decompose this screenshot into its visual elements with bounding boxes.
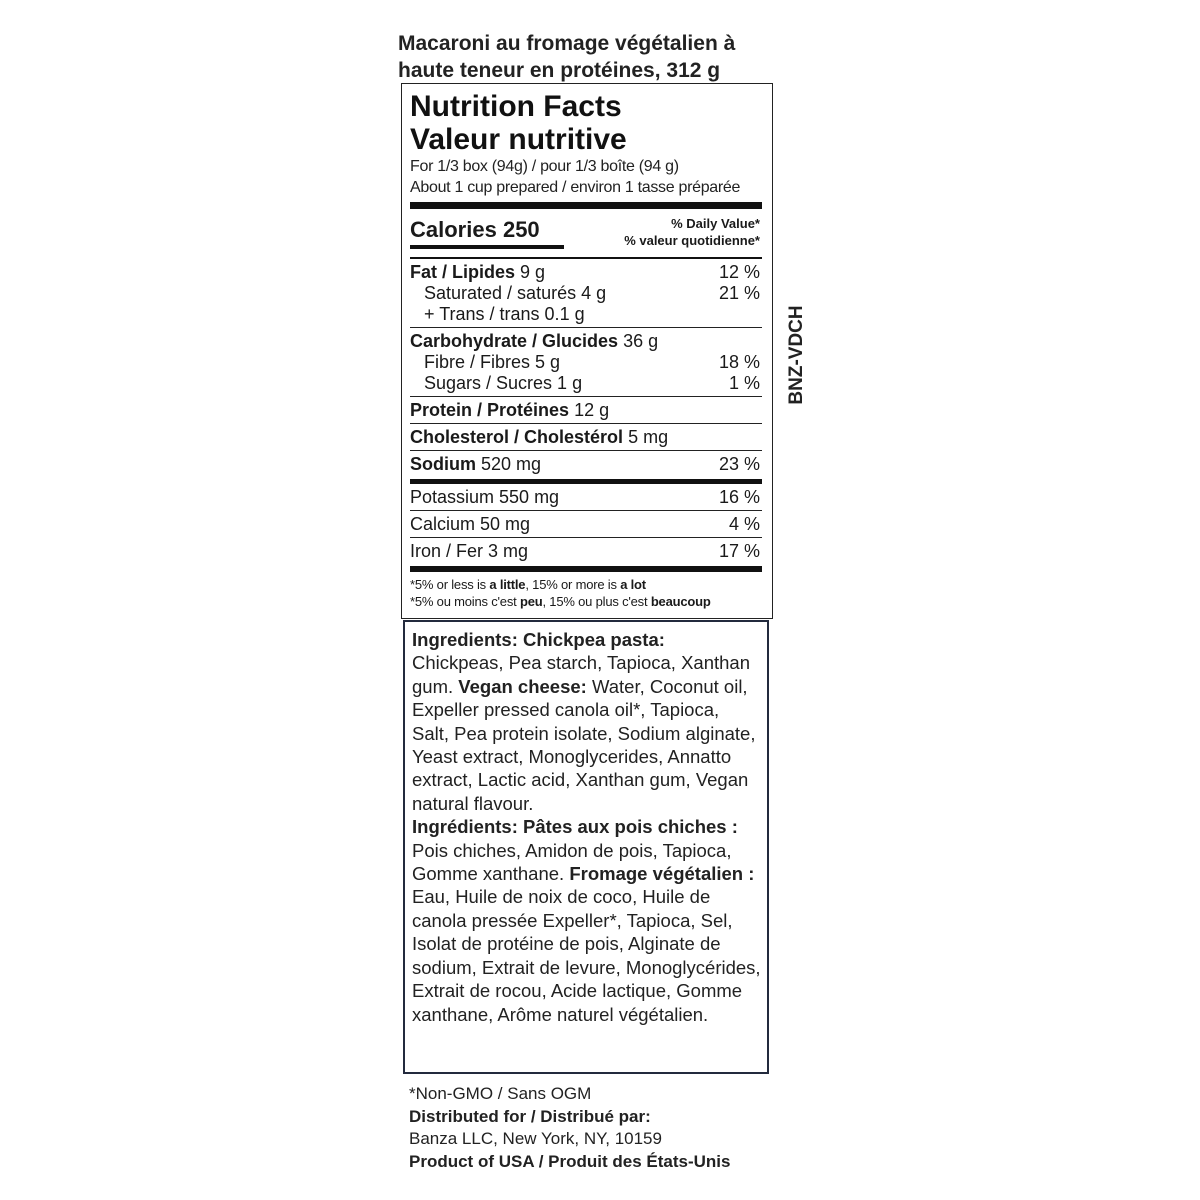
fibre-row <box>410 352 762 373</box>
ingredients-en-pasta: Chickpeas, Pea starch, Tapioca, Xanthan gum. <box>412 652 751 697</box>
company-address: Banza LLC, New York, NY, 10159 <box>409 1129 662 1148</box>
nutrition-title-fr: Valeur nutritive <box>410 123 627 156</box>
footnote-fr-b: peu <box>519 593 543 609</box>
carb-row <box>410 331 762 352</box>
ingredients-fr-pasta: Pois chiches, Amidon de pois, Tapioca, Gomme xanthane. <box>412 839 732 885</box>
ingredients-en-cheese: Water, Coconut oil, Expeller pressed canola oil*, Tapioca, Salt, Pea protein isolate, Sodium alginate, Yeast extract, Monoglycerides, Annatto extract, Lactic acid, Xanthan gum, Vegan natural flavour. <box>412 675 756 814</box>
footnote-fr <box>410 593 762 610</box>
calories-row <box>410 215 762 255</box>
sugars-row <box>410 373 762 394</box>
serving-prepared: About 1 cup prepared / environ 1 tasse préparée <box>410 179 741 196</box>
fat-amount: 9 g <box>520 261 546 282</box>
sodium-row <box>410 454 762 475</box>
iron-group <box>410 538 762 564</box>
footnote-en-b: a little <box>489 576 526 592</box>
dv-header-fr: % valeur quotidienne* <box>624 233 760 248</box>
footnote-en <box>410 576 762 593</box>
carb-group <box>410 328 762 397</box>
daily-value-header <box>624 215 760 249</box>
label-footer <box>409 1083 789 1173</box>
sugars-label: Sugars / Sucres 1 g <box>424 372 583 393</box>
product-code <box>782 298 812 412</box>
protein-row <box>410 400 762 421</box>
fat-row <box>410 262 762 283</box>
ingredients-fr-heading-2: Fromage végétalien : <box>569 863 755 885</box>
product-title-line-1: Macaroni au fromage végétalien à <box>398 32 736 55</box>
saturated-pct: 21 % <box>718 282 760 303</box>
product-title-line-2: haute teneur en protéines, 312 g <box>398 59 721 82</box>
calcium-group <box>410 511 762 538</box>
ingredients-fr-heading: Ingrédients: Pâtes aux pois chiches : <box>412 816 738 838</box>
fibre-label: Fibre / Fibres 5 g <box>424 351 561 372</box>
ingredients-panel <box>403 620 769 1074</box>
carb-label: Carbohydrate / Glucides <box>410 330 619 351</box>
serving-size: For 1/3 box (94g) / pour 1/3 boîte (94 g) <box>410 158 679 175</box>
trans-label: + Trans / trans 0.1 g <box>424 303 585 324</box>
country-of-origin: Product of USA / Produit des États-Unis <box>409 1151 731 1171</box>
thick-divider <box>410 202 762 209</box>
footnote-en-a: *5% or less is <box>410 576 490 592</box>
potassium-label: Potassium 550 mg <box>410 486 560 507</box>
ingredients-en <box>412 628 761 815</box>
calories-label <box>410 217 540 243</box>
calories-value: 250 <box>502 217 540 242</box>
ingredients-fr-cheese: Eau, Huile de noix de coco, Huile de canola pressée Expeller*, Tapioca, Sel, Isolat de protéine de pois, Alginate de sodium, Extrait de levure, Monoglycérides, Extrait de rocou, Acide lactique, Gomme xanthane, Arôme naturel végétalien. <box>412 886 761 1025</box>
potassium-row <box>410 487 762 508</box>
iron-pct: 17 % <box>718 540 760 561</box>
ingredients-en-heading: Ingredients: Chickpea pasta: <box>412 629 665 650</box>
nutrition-title-en: Nutrition Facts <box>410 90 622 123</box>
saturated-label: Saturated / saturés 4 g <box>424 282 607 303</box>
cholesterol-label: Cholesterol / Cholestérol <box>410 426 624 447</box>
iron-row <box>410 541 762 562</box>
sodium-label: Sodium <box>410 453 476 474</box>
potassium-group <box>410 484 762 511</box>
cholesterol-amount: 5 mg <box>628 426 669 447</box>
footnote-fr-d: beaucoup <box>650 593 711 609</box>
fat-group <box>410 259 762 328</box>
protein-amount: 12 g <box>574 399 610 420</box>
sugars-pct: 1 % <box>728 372 760 393</box>
non-gmo-note: *Non-GMO / Sans OGM <box>409 1084 592 1103</box>
fibre-pct: 18 % <box>718 351 760 372</box>
distributed-by: Distributed for / Distribué par: <box>409 1106 651 1126</box>
fat-pct: 12 % <box>718 261 760 282</box>
fat-label: Fat / Lipides <box>410 261 516 282</box>
footnote-en-d: a lot <box>620 576 646 592</box>
iron-label: Iron / Fer 3 mg <box>410 540 529 561</box>
calcium-row <box>410 514 762 535</box>
dv-header-en: % Daily Value* <box>671 216 760 231</box>
sodium-pct: 23 % <box>718 453 760 474</box>
carb-amount: 36 g <box>623 330 659 351</box>
saturated-row <box>410 283 762 304</box>
calories-underline <box>410 245 564 249</box>
potassium-pct: 16 % <box>718 486 760 507</box>
calcium-label: Calcium 50 mg <box>410 513 531 534</box>
product-title <box>398 30 778 84</box>
footnote-fr-c: , 15% ou plus c'est <box>542 593 651 609</box>
footnote-divider <box>410 566 762 572</box>
trans-row <box>410 304 762 325</box>
ingredients-fr <box>412 815 761 1026</box>
protein-label: Protein / Protéines <box>410 399 570 420</box>
cholesterol-group <box>410 424 762 451</box>
calcium-pct: 4 % <box>728 513 760 534</box>
footnote-fr-a: *5% ou moins c'est <box>410 593 520 609</box>
sodium-group <box>410 451 762 477</box>
sodium-amount: 520 mg <box>481 453 542 474</box>
protein-group <box>410 397 762 424</box>
footnote-en-c: , 15% or more is <box>525 576 621 592</box>
product-code-text: BNZ-VDCH <box>786 305 807 405</box>
ingredients-en-heading-2: Vegan cheese: <box>458 675 587 697</box>
cholesterol-row <box>410 427 762 448</box>
nutrition-facts-panel <box>401 83 773 619</box>
calories-text: Calories <box>410 217 497 242</box>
